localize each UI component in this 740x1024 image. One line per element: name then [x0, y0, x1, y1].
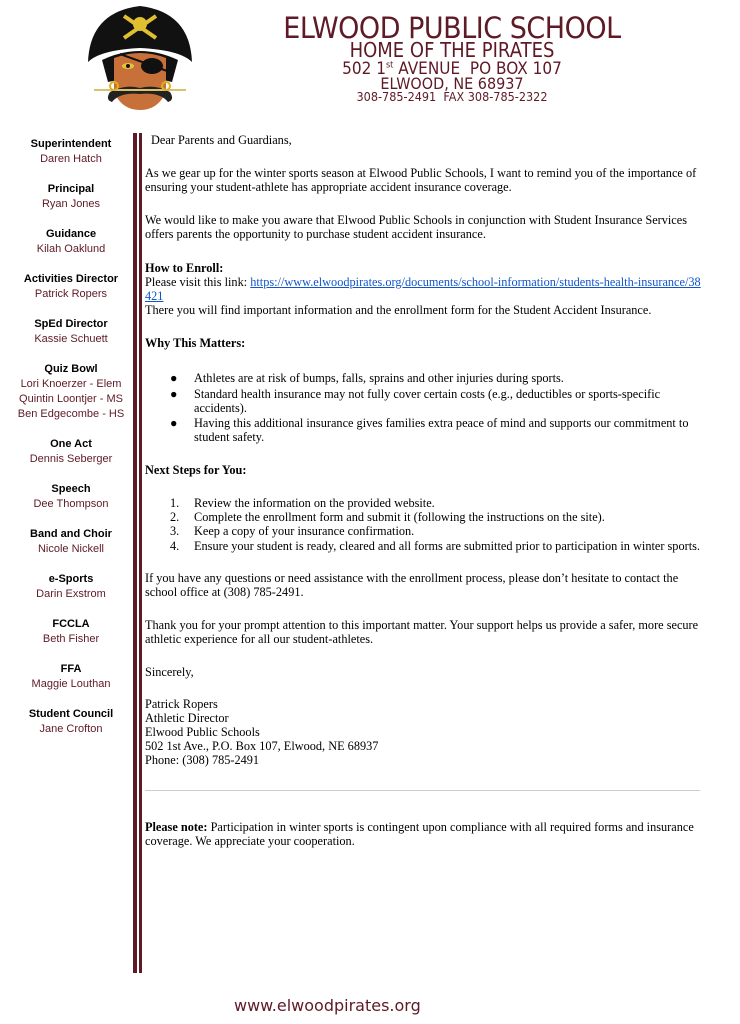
bullet-icon: ●: [170, 416, 178, 430]
staff-role: FCCLA: [52, 618, 90, 630]
note-label: Please note:: [145, 820, 208, 834]
staff-role: e-Sports: [48, 573, 94, 585]
school-tagline: HOME OF THE PIRATES: [349, 38, 555, 62]
staff-sidebar: [0, 137, 142, 752]
address-part: 502 1: [342, 59, 386, 79]
step-number: 2.: [170, 510, 180, 524]
staff-group: [0, 482, 142, 512]
address-part: AVENUE PO BOX 107: [393, 59, 562, 79]
school-phone-fax: 308-785-2491 FAX 308-785-2322: [356, 89, 548, 104]
staff-role: Principal: [47, 183, 95, 195]
staff-role: SpEd Director: [34, 318, 108, 330]
school-address-line2: ELWOOD, NE 68937: [380, 74, 524, 93]
staff-role: Student Council: [28, 708, 114, 720]
signature-line: 502 1st Ave., P.O. Box 107, Elwood, NE 68937: [145, 739, 379, 753]
staff-name: Kilah Oaklund: [36, 243, 106, 255]
staff-name: Kassie Schuett: [34, 333, 108, 345]
staff-group: [0, 227, 142, 257]
staff-role: FFA: [60, 663, 82, 675]
signature-line: Athletic Director: [145, 711, 229, 725]
signature-line: Elwood Public Schools: [145, 725, 260, 739]
bullet-text: Standard health insurance may not fully cover certain costs (e.g., deductibles or sports-specific accidents).: [194, 387, 661, 415]
staff-name: Jane Crofton: [39, 723, 103, 735]
step-item: [170, 510, 700, 524]
staff-name: Maggie Louthan: [31, 678, 111, 690]
enroll-text: Please visit this link:: [145, 275, 251, 289]
school-name: ELWOOD PUBLIC SCHOOL: [283, 11, 621, 45]
bullet-item: [170, 416, 700, 444]
paragraph-thanks: Thank you for your prompt attention to this important matter. Your support helps us provide a safer, more secure athletic experience for all our student-athletes.: [145, 618, 699, 646]
enroll-after: There you will find important information and the enrollment form for the Student Accident Insurance.: [145, 303, 652, 317]
pirate-mascot-logo: [80, 2, 200, 112]
note-text: Participation in winter sports is contingent upon compliance with all required forms and insurance coverage. We appreciate your cooperation.: [145, 820, 694, 848]
staff-role: Superintendent: [30, 138, 112, 150]
staff-role: One Act: [50, 438, 92, 450]
staff-group: [0, 617, 142, 647]
enroll-section: [145, 261, 705, 317]
signature-line: Phone: (308) 785-2491: [145, 753, 260, 767]
why-heading-text: Why This Matters:: [145, 336, 246, 350]
paragraph-insurance: We would like to make you aware that Elwood Public Schools in conjunction with Student Insurance Services offers parents the opportunity to purchase student accident insurance.: [145, 213, 688, 241]
step-item: [170, 539, 700, 553]
staff-name: Dennis Seberger: [29, 453, 113, 465]
paragraph-questions: If you have any questions or need assistance with the enrollment process, please don’t hesitate to contact the school office at (308) 785-2491.: [145, 571, 679, 599]
staff-group: [0, 362, 142, 422]
step-text: Complete the enrollment form and submit it (following the instructions on the site).: [194, 510, 605, 524]
step-item: [170, 496, 700, 510]
staff-role: Speech: [51, 483, 91, 495]
step-text: Ensure your student is ready, cleared and all forms are submitted prior to participation in winter sports.: [194, 539, 700, 553]
address-sup: st: [385, 60, 394, 71]
staff-group: [0, 527, 142, 557]
footer-website[interactable]: www.elwoodpirates.org: [234, 996, 421, 1015]
next-heading: [145, 463, 705, 477]
staff-group: [0, 572, 142, 602]
staff-role: Activities Director: [23, 273, 119, 285]
separator: [145, 790, 700, 791]
step-text: Keep a copy of your insurance confirmation.: [194, 524, 415, 538]
step-item: [170, 524, 700, 538]
staff-group: [0, 272, 142, 302]
paragraph-intro: As we gear up for the winter sports season at Elwood Public Schools, I want to remind you of the importance of ensuring your student-athlete has appropriate accident insurance coverage.: [145, 166, 697, 194]
signature-block: [145, 697, 705, 767]
step-number: 3.: [170, 524, 180, 538]
bullet-text: Having this additional insurance gives families extra peace of mind and supports our commitment to student safety.: [194, 416, 689, 444]
staff-group: [0, 707, 142, 737]
staff-role: Band and Choir: [30, 528, 112, 540]
bullet-icon: ●: [170, 387, 178, 401]
step-text: Review the information on the provided website.: [194, 496, 435, 510]
step-number: 4.: [170, 539, 180, 553]
note: [145, 820, 705, 848]
staff-group: [0, 182, 142, 212]
enroll-heading: How to Enroll:: [145, 261, 224, 275]
closing: Sincerely,: [145, 665, 194, 679]
staff-group: [0, 137, 142, 167]
divider-bar: [139, 133, 142, 973]
staff-name: Darin Exstrom: [36, 588, 106, 600]
staff-name: Nicole Nickell: [37, 543, 105, 555]
staff-name: Lori Knoerzer - Elem: [20, 378, 122, 390]
step-number: 1.: [170, 496, 180, 510]
why-heading: [145, 336, 705, 350]
bullet-item: [170, 371, 700, 385]
staff-group: [0, 437, 142, 467]
staff-name: Daren Hatch: [40, 153, 102, 165]
staff-name: Dee Thompson: [33, 498, 109, 510]
bullet-item: [170, 387, 700, 415]
staff-role: Guidance: [45, 228, 97, 240]
next-heading-text: Next Steps for You:: [145, 463, 247, 477]
greeting: Dear Parents and Guardians,: [151, 133, 292, 147]
staff-group: [0, 662, 142, 692]
staff-name: Quintin Loontjer - MS: [19, 393, 123, 405]
staff-name: Ryan Jones: [41, 198, 101, 210]
bullet-icon: ●: [170, 371, 178, 385]
signature-line: Patrick Ropers: [145, 697, 218, 711]
divider-bar: [133, 133, 137, 973]
staff-role: Quiz Bowl: [44, 363, 98, 375]
bullet-text: Athletes are at risk of bumps, falls, sprains and other injuries during sports.: [194, 371, 564, 385]
staff-name: Beth Fisher: [42, 633, 100, 645]
staff-name: Ben Edgecombe - HS: [17, 408, 125, 420]
enroll-link[interactable]: https://www.elwoodpirates.org/documents/school-information/students-health-insurance/38421: [145, 275, 701, 303]
staff-name: Patrick Ropers: [34, 288, 108, 300]
staff-group: [0, 317, 142, 347]
